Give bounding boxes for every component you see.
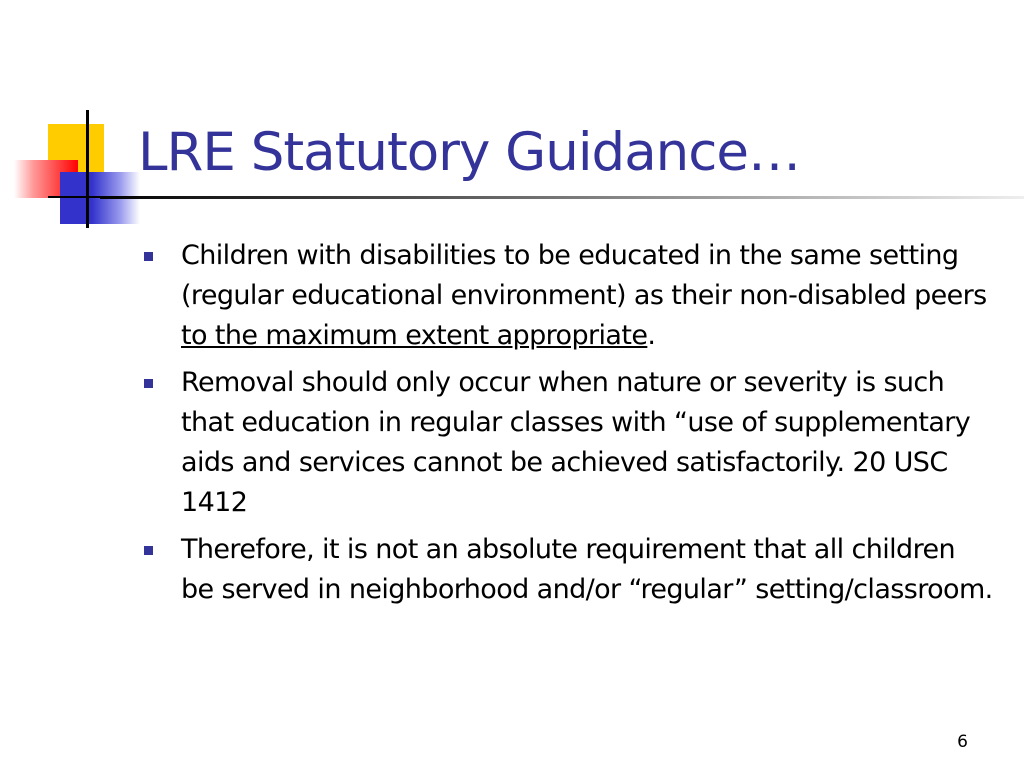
page-number: 6 — [957, 732, 968, 752]
title-underline-rule — [100, 196, 1024, 199]
bullet-item — [144, 236, 994, 356]
bullet-item — [144, 530, 994, 610]
bullet-underlined-text: to the maximum extent appropriate — [181, 320, 648, 351]
bullet-text: Therefore, it is not an absolute requirement that all children be served in neighborhood and/or “regular” setting/classroom. — [181, 534, 993, 605]
bullet-item — [144, 363, 994, 523]
bullet-list — [144, 236, 994, 617]
bullet-text-end: . — [647, 320, 656, 351]
bullet-square-icon — [144, 379, 153, 388]
bullet-text: Removal should only occur when nature or severity is such that education in regular classes with “use of supplementary aids and services cannot be achieved satisfactorily. 20 USC 1412 — [181, 367, 971, 518]
slide-title: LRE Statutory Guidance… — [138, 122, 801, 183]
bullet-text: Children with disabilities to be educated in the same setting (regular educational environment) as their non-disabled peers — [181, 240, 987, 311]
bullet-square-icon — [144, 546, 153, 555]
bullet-square-icon — [144, 252, 153, 261]
vertical-line-decoration — [86, 110, 89, 228]
